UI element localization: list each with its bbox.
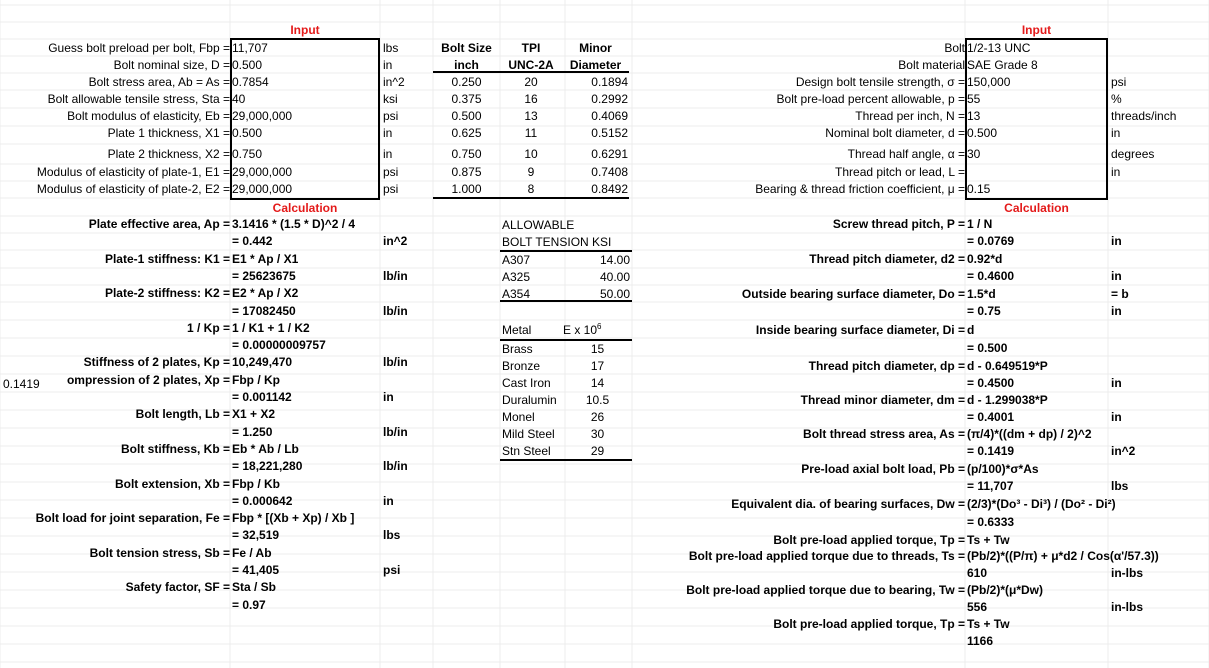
tpi-cell: 10 [524, 147, 538, 161]
right-calc-formula: (p/100)*σ*As [967, 462, 1039, 476]
right-input-value[interactable]: 0.15 [967, 182, 991, 196]
metal-modulus: 30 [590, 427, 605, 441]
left-calc-unit: lb/in [383, 269, 408, 283]
left-calc-label: Safety factor, SF = [125, 580, 230, 594]
right-input-value[interactable]: 150,000 [967, 75, 1011, 89]
left-input-unit: ksi [383, 92, 398, 106]
right-input-unit: % [1111, 92, 1122, 106]
bolt-table-subheader: Diameter [569, 58, 622, 72]
left-input-label: Plate 1 thickness, X1 = [107, 126, 230, 140]
left-calc-label: ompression of 2 plates, Xp = [66, 373, 230, 387]
left-calc-formula: E2 * Ap / X2 [232, 286, 299, 300]
right-calc-formula: 610 [967, 566, 988, 580]
left-input-label: Plate 2 thickness, X2 = [107, 147, 230, 161]
tpi-cell: 8 [527, 182, 535, 196]
right-input-label: Nominal bolt diameter, d = [825, 126, 965, 140]
right-calc-formula: = 0.75 [967, 304, 1001, 318]
bolt-table-header: TPI [521, 41, 541, 55]
right-calc-formula: d - 1.299038*P [967, 393, 1048, 407]
allowable-subtitle: BOLT TENSION KSI [502, 235, 612, 249]
right-calc-label: Equivalent dia. of bearing surfaces, Dw = [731, 497, 965, 511]
left-calc-unit: lb/in [383, 459, 408, 473]
right-calc-formula: (π/4)*((dm + dp) / 2)^2 [967, 427, 1092, 441]
metal-name: Bronze [502, 359, 541, 373]
right-calc-label: Bolt pre-load applied torque, Tp = [773, 533, 965, 547]
metal-modulus: 26 [590, 410, 605, 424]
metal-name: Mild Steel [502, 427, 555, 441]
left-calc-label: Bolt load for joint separation, Fe = [35, 511, 230, 525]
right-input-unit: degrees [1111, 147, 1155, 161]
left-calc-unit: psi [383, 563, 401, 577]
left-calc-label: Plate-1 stiffness: K1 = [104, 252, 230, 266]
right-calc-formula: (Pb/2)*((P/π) + μ*d2 / Cos(α'/57.3)) [967, 549, 1159, 563]
left-input-unit: psi [383, 182, 399, 196]
right-calc-unit: in-lbs [1111, 600, 1143, 614]
left-calc-label: Stiffness of 2 plates, Kp = [83, 355, 230, 369]
right-input-value[interactable]: 13 [967, 109, 981, 123]
left-calc-formula: = 41,405 [232, 563, 280, 577]
left-input-label: Bolt stress area, Ab = As = [88, 75, 230, 89]
left-calc-formula: = 0.001142 [232, 390, 292, 404]
left-input-value[interactable]: 0.500 [232, 126, 263, 140]
right-input-label: Thread per inch, N = [855, 109, 965, 123]
right-calc-unit: in [1111, 234, 1122, 248]
right-calc-formula: 556 [967, 600, 988, 614]
minor-diameter-cell: 0.4069 [591, 109, 628, 123]
right-input-value[interactable]: SAE Grade 8 [967, 58, 1038, 72]
left-calc-unit: lbs [383, 528, 401, 542]
left-input-label: Guess bolt preload per bolt, Fbp = [48, 41, 230, 55]
right-input-label: Bearing & thread friction coefficient, μ = [755, 182, 965, 196]
right-calc-unit: in [1111, 410, 1122, 424]
left-input-label: Bolt modulus of elasticity, Eb = [67, 109, 230, 123]
left-calc-title: Calculation [272, 201, 338, 215]
left-calc-formula: = 32,519 [232, 528, 280, 542]
minor-diameter-cell: 0.2992 [591, 92, 628, 106]
right-input-label: Thread half angle, α = [847, 147, 965, 161]
allowable-grade: A354 [502, 287, 531, 301]
tpi-cell: 13 [524, 109, 538, 123]
left-calc-label: Bolt extension, Xb = [114, 477, 230, 491]
minor-diameter-cell: 0.6291 [591, 147, 628, 161]
right-calc-formula: 1.5*d [967, 287, 996, 301]
right-calc-formula: d [967, 323, 975, 337]
metal-name: Stn Steel [502, 444, 551, 458]
left-input-label: Modulus of elasticity of plate-2, E2 = [36, 182, 230, 196]
bolt-table-header: Bolt Size [441, 41, 492, 55]
minor-diameter-cell: 0.8492 [591, 182, 628, 196]
modulus-header-exponent: 6 [597, 322, 602, 331]
metal-name: Duralumin [502, 393, 557, 407]
right-input-title: Input [1021, 23, 1052, 37]
right-calc-formula: = 0.4001 [967, 410, 1015, 424]
tpi-cell: 20 [524, 75, 538, 89]
left-input-value[interactable]: 29,000,000 [232, 165, 293, 179]
right-input-label: Design bolt tensile strength, σ = [795, 75, 965, 89]
left-calc-label: Bolt stiffness, Kb = [120, 442, 230, 456]
left-calc-formula: X1 + X2 [232, 407, 276, 421]
right-calc-formula: = 0.4500 [967, 376, 1015, 390]
overflow-value: 0.1419 [3, 377, 40, 391]
right-calc-unit: in [1111, 376, 1122, 390]
left-input-unit: in [383, 58, 393, 72]
left-input-value[interactable]: 0.500 [232, 58, 263, 72]
right-calc-formula: 1 / N [967, 217, 993, 231]
left-calc-formula: Fbp / Kb [232, 477, 280, 491]
left-calc-label: Bolt length, Lb = [135, 407, 230, 421]
left-input-unit: in [383, 147, 393, 161]
left-calc-formula: 3.1416 * (1.5 * D)^2 / 4 [232, 217, 356, 231]
left-input-value[interactable]: 0.750 [232, 147, 263, 161]
metal-modulus: 15 [590, 342, 605, 356]
left-input-label: Bolt nominal size, D = [113, 58, 230, 72]
left-calc-unit: in [383, 494, 394, 508]
right-input-value[interactable]: 30 [967, 147, 981, 161]
left-calc-unit: in [383, 390, 394, 404]
right-calc-formula: d - 0.649519*P [967, 359, 1048, 373]
allowable-grade: A307 [502, 253, 531, 267]
right-calc-label: Inside bearing surface diameter, Di = [755, 323, 965, 337]
allowable-title: ALLOWABLE [502, 218, 575, 232]
right-calc-label: Bolt pre-load applied torque due to bearing, Tw = [686, 583, 965, 597]
metal-modulus: 29 [590, 444, 605, 458]
left-calc-formula: Eb * Ab / Lb [232, 442, 299, 456]
right-calc-formula: = 0.1419 [967, 444, 1015, 458]
left-input-unit: in [383, 126, 393, 140]
tpi-cell: 11 [524, 126, 538, 140]
modulus-header [563, 322, 601, 338]
right-calc-formula: (Pb/2)*(μ*Dw) [967, 583, 1044, 597]
metal-name: Brass [502, 342, 533, 356]
left-input-title: Input [290, 23, 320, 37]
metal-header: Metal [502, 323, 532, 337]
left-input-value[interactable]: 11,707 [232, 41, 268, 55]
bolt-size-cell: 0.375 [451, 92, 482, 106]
left-calc-formula: = 0.442 [232, 234, 273, 248]
right-calc-formula: Ts + Tw [967, 617, 1010, 631]
right-calc-formula: = 0.4600 [967, 269, 1015, 283]
left-calc-label: Bolt tension stress, Sb = [89, 546, 230, 560]
right-calc-unit: in-lbs [1111, 566, 1143, 580]
left-calc-label: Plate-2 stiffness: K2 = [104, 286, 230, 300]
left-calc-unit: lb/in [383, 355, 408, 369]
bolt-size-cell: 0.500 [451, 109, 482, 123]
left-input-value[interactable]: 0.7854 [232, 75, 269, 89]
right-calc-label: Bolt pre-load applied torque due to threads, Ts = [688, 549, 965, 563]
bolt-size-cell: 0.250 [451, 75, 482, 89]
bolt-table-bottom-rule [433, 197, 629, 199]
right-calc-label: Thread minor diameter, dm = [800, 393, 965, 407]
right-calc-formula: = 0.500 [967, 341, 1008, 355]
bolt-size-cell: 0.625 [451, 126, 482, 140]
right-input-value[interactable]: 1/2-13 UNC [967, 41, 1031, 55]
allowable-value: 14.00 [599, 253, 630, 267]
bolt-size-cell: 0.875 [451, 165, 482, 179]
left-calc-formula: = 17082450 [232, 304, 296, 318]
right-calc-formula: Ts + Tw [967, 533, 1010, 547]
right-input-label: Bolt material [898, 58, 965, 72]
left-input-unit: lbs [383, 41, 399, 55]
right-input-label: Bolt pre-load percent allowable, p = [776, 92, 965, 106]
bolt-table-header-rule [433, 71, 629, 73]
right-calc-label: Thread pitch diameter, dp = [808, 359, 965, 373]
allowable-value: 40.00 [599, 270, 630, 284]
allowable-value: 50.00 [599, 287, 630, 301]
right-input-label: Bolt [944, 41, 965, 55]
bolt-table-subheader: inch [454, 58, 479, 72]
tpi-cell: 16 [524, 92, 538, 106]
right-calc-unit: in [1111, 269, 1122, 283]
left-calc-formula: 1 / K1 + 1 / K2 [232, 321, 310, 335]
metal-modulus: 17 [590, 359, 605, 373]
minor-diameter-cell: 0.7408 [591, 165, 628, 179]
right-calc-label: Bolt pre-load applied torque, Tp = [773, 617, 965, 631]
right-calc-formula: 0.92*d [967, 252, 1003, 266]
metal-modulus: 14 [590, 376, 605, 390]
right-calc-formula: = 0.6333 [967, 515, 1015, 529]
right-input-value[interactable]: 0.500 [967, 126, 998, 140]
bolt-size-cell: 1.000 [451, 182, 482, 196]
metal-modulus: 10.5 [585, 393, 610, 407]
left-input-unit: psi [383, 109, 399, 123]
right-input-unit: threads/inch [1111, 109, 1177, 123]
right-calc-title: Calculation [1004, 201, 1069, 215]
right-calc-label: Pre-load axial bolt load, Pb = [801, 462, 965, 476]
left-input-label: Bolt allowable tensile stress, Sta = [47, 92, 230, 106]
right-input-unit: psi [1111, 75, 1127, 89]
right-input-value[interactable] [967, 164, 1106, 180]
left-calc-formula: = 0.00000009757 [232, 338, 326, 352]
left-input-label: Modulus of elasticity of plate-1, E1 = [36, 165, 230, 179]
left-calc-formula: Sta / Sb [232, 580, 277, 594]
right-calc-label: Bolt thread stress area, As = [803, 427, 965, 441]
left-calc-formula: Fe / Ab [232, 546, 272, 560]
right-calc-unit: in [1111, 304, 1122, 318]
left-calc-formula: E1 * Ap / X1 [232, 252, 299, 266]
bolt-table-subheader: UNC-2A [508, 58, 554, 72]
tpi-cell: 9 [527, 165, 535, 179]
left-calc-formula: Fbp / Kp [232, 373, 280, 387]
left-calc-label: Plate effective area, Ap = [88, 217, 230, 231]
left-input-unit: psi [383, 165, 399, 179]
metal-name: Cast Iron [502, 376, 551, 390]
right-calc-formula: = 11,707 [967, 479, 1014, 493]
right-calc-formula: 1166 [967, 634, 994, 648]
right-input-label: Thread pitch or lead, L = [835, 165, 965, 179]
right-calc-unit: = b [1111, 287, 1129, 301]
left-calc-unit: lb/in [383, 425, 408, 439]
left-calc-formula: = 25623675 [232, 269, 296, 283]
minor-diameter-cell: 0.1894 [591, 75, 628, 89]
right-calc-unit: in^2 [1111, 444, 1136, 458]
bolt-size-cell: 0.750 [451, 147, 482, 161]
left-calc-formula: 10,249,470 [232, 355, 293, 369]
left-calc-formula: = 18,221,280 [232, 459, 303, 473]
left-input-value[interactable]: 29,000,000 [232, 182, 293, 196]
left-calc-label: 1 / Kp = [186, 321, 230, 335]
right-calc-formula: = 0.0769 [967, 234, 1015, 248]
bolt-table-header: Minor [579, 41, 612, 55]
right-input-unit: in [1111, 165, 1121, 179]
metal-header-rule [500, 339, 632, 341]
right-calc-label: Outside bearing surface diameter, Do = [741, 287, 965, 301]
left-calc-formula: = 0.97 [232, 598, 266, 612]
left-calc-formula: = 0.000642 [232, 494, 293, 508]
left-input-value[interactable]: 40 [232, 92, 246, 106]
right-calc-label: Thread pitch diameter, d2 = [809, 252, 965, 266]
left-calc-unit: in^2 [383, 234, 408, 248]
allowable-grade: A325 [502, 270, 531, 284]
left-calc-formula: = 1.250 [232, 425, 273, 439]
left-calc-unit: lb/in [383, 304, 408, 318]
right-input-unit: in [1111, 126, 1121, 140]
right-calc-label: Screw thread pitch, P = [832, 217, 965, 231]
modulus-header-text: E x 10 [563, 323, 598, 337]
left-input-value[interactable]: 29,000,000 [232, 109, 293, 123]
right-input-value[interactable]: 55 [967, 92, 981, 106]
left-input-unit: in^2 [383, 75, 405, 89]
right-calc-formula: (2/3)*(Do³ - Di³) / (Do² - Di²) [967, 497, 1116, 511]
minor-diameter-cell: 0.5152 [591, 126, 628, 140]
left-calc-formula: Fbp * [(Xb + Xp) / Xb ] [232, 511, 355, 525]
right-calc-unit: lbs [1111, 479, 1129, 493]
metal-name: Monel [502, 410, 535, 424]
